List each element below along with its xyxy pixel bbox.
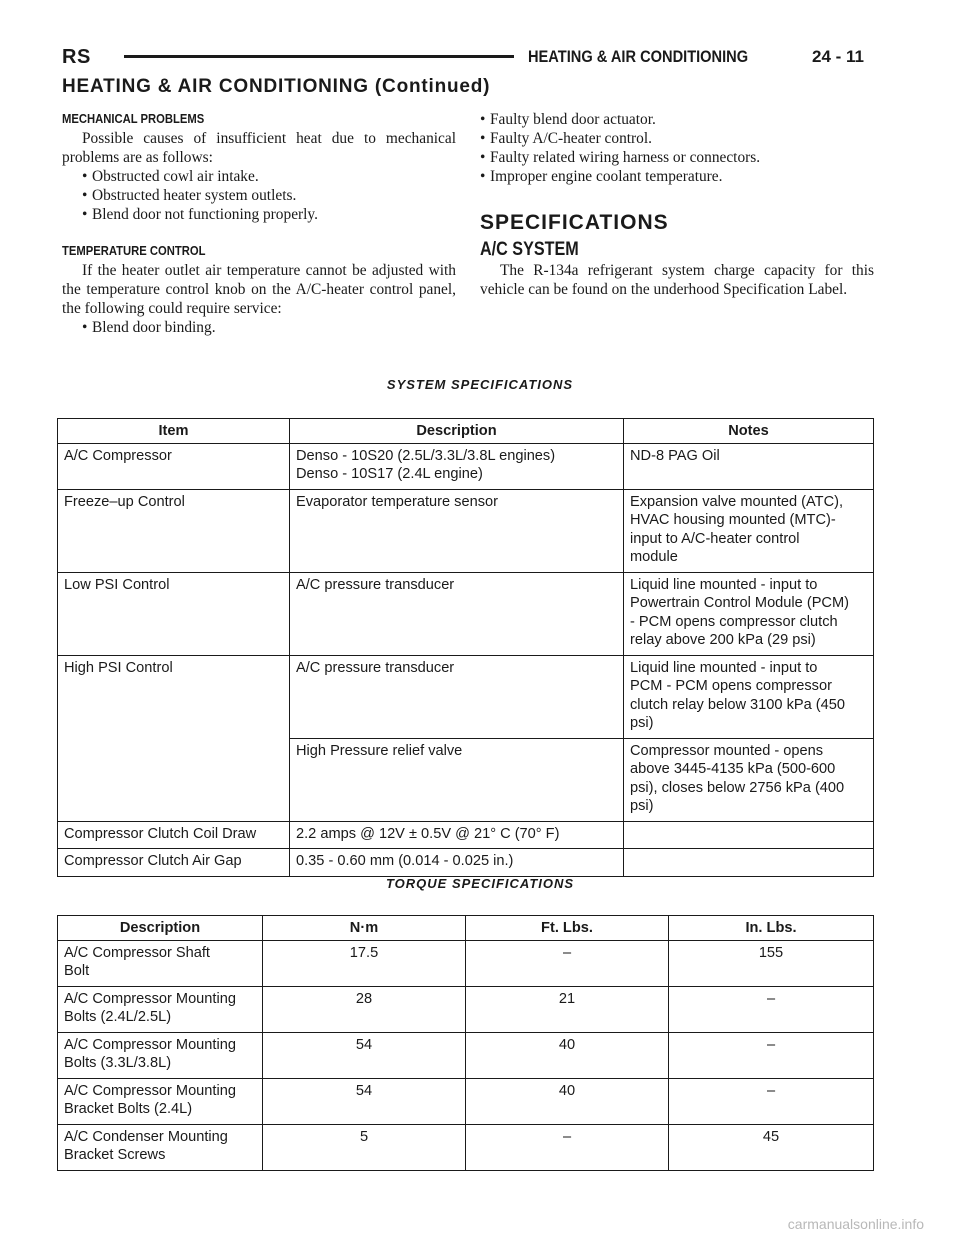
- list-item: [82, 167, 456, 186]
- description-cell-line: A/C Compressor Mounting: [64, 990, 236, 1007]
- column-header-nm: N·m: [263, 916, 466, 941]
- page-number: 24 - 11: [812, 47, 864, 66]
- table-row: [58, 1078, 874, 1124]
- system-specifications-caption: SYSTEM SPECIFICATIONS: [386, 377, 574, 392]
- notes-cell: [624, 821, 874, 849]
- description-cell-line: A/C Compressor Mounting: [64, 1082, 236, 1099]
- watermark: carmanualsonline.info: [787, 1216, 924, 1232]
- notes-cell: [624, 738, 874, 821]
- item-cell: Freeze–up Control: [58, 489, 290, 572]
- notes-cell-line: module: [630, 549, 678, 565]
- nm-cell: 28: [263, 986, 466, 1032]
- column-header-ft-lbs: Ft. Lbs.: [466, 916, 669, 941]
- nm-cell: 5: [263, 1124, 466, 1170]
- column-header-description: Description: [58, 916, 263, 941]
- notes-cell-line: psi): [630, 715, 654, 731]
- section-code: RS: [62, 46, 91, 68]
- nm-cell: 54: [263, 1032, 466, 1078]
- table-row: [58, 572, 874, 655]
- list-item-text: Blend door not functioning properly.: [92, 206, 318, 223]
- ft-lbs-cell: –: [466, 1124, 669, 1170]
- table-row: [58, 489, 874, 572]
- bullet-glyph: •: [480, 168, 486, 185]
- list-item: [480, 148, 874, 167]
- description-cell-line: Bolts (2.4L/2.5L): [64, 1009, 172, 1025]
- list-item-text: Faulty related wiring harness or connectors.: [490, 149, 761, 166]
- temperature-control-intro: If the heater outlet air temperature cannot be adjusted with the temperature control knob on the A/C-heater control panel, the following could require service:: [62, 262, 456, 317]
- in-lbs-cell: –: [669, 1078, 874, 1124]
- mechanical-problems-heading: MECHANICAL PROBLEMS: [62, 112, 205, 126]
- list-item: [480, 110, 874, 129]
- notes-cell: [624, 443, 874, 489]
- mechanical-problems-list: [62, 167, 456, 224]
- notes-cell-line: ND-8 PAG Oil: [630, 447, 720, 464]
- continued-title: HEATING & AIR CONDITIONING (Continued): [62, 76, 491, 97]
- list-item-text: Faulty blend door actuator.: [490, 111, 656, 128]
- description-cell-line: A/C pressure transducer: [296, 659, 455, 676]
- notes-cell-line: input to A/C-heater control: [630, 530, 800, 547]
- nm-cell: 17.5: [263, 940, 466, 986]
- notes-cell: [624, 572, 874, 655]
- description-cell: [290, 572, 624, 655]
- description-cell-line: Bracket Bolts (2.4L): [64, 1101, 193, 1117]
- table-row: [58, 986, 874, 1032]
- notes-cell-line: Liquid line mounted - input to: [630, 576, 818, 593]
- description-cell: [290, 849, 624, 877]
- description-cell: [290, 738, 624, 821]
- ft-lbs-cell: 21: [466, 986, 669, 1032]
- ft-lbs-cell: –: [466, 940, 669, 986]
- description-cell-line: Denso - 10S20 (2.5L/3.3L/3.8L engines): [296, 447, 556, 464]
- description-cell: [58, 1124, 263, 1170]
- description-cell-line: Evaporator temperature sensor: [296, 493, 498, 510]
- description-cell-line: A/C Compressor Mounting: [64, 1036, 236, 1053]
- left-column: [62, 110, 456, 337]
- notes-cell-line: PCM - PCM opens compressor: [630, 678, 832, 694]
- column-header-description: Description: [290, 419, 624, 444]
- item-cell: A/C Compressor: [58, 443, 290, 489]
- temperature-control-heading: TEMPERATURE CONTROL: [62, 244, 206, 258]
- notes-cell-line: clutch relay below 3100 kPa (450: [630, 696, 845, 713]
- list-item: [82, 318, 456, 337]
- table-row: [58, 655, 874, 738]
- description-cell: [58, 1032, 263, 1078]
- notes-cell-line: Liquid line mounted - input to: [630, 659, 818, 676]
- bullet-glyph: •: [480, 130, 486, 147]
- in-lbs-cell: 45: [669, 1124, 874, 1170]
- description-cell-line: 0.35 - 0.60 mm (0.014 - 0.025 in.): [296, 853, 514, 869]
- list-item-text: Obstructed cowl air intake.: [92, 168, 259, 185]
- ac-system-text: The R-134a refrigerant system charge capacity for this vehicle can be found on the underhood Specification Label.: [480, 262, 874, 298]
- notes-cell-line: psi), closes below 2756 kPa (400: [630, 779, 845, 796]
- description-cell-line: A/C Condenser Mounting: [64, 1128, 228, 1145]
- temperature-control-list: [62, 318, 456, 337]
- table-row: [58, 443, 874, 489]
- list-item: [82, 205, 456, 224]
- bullet-glyph: •: [82, 168, 88, 185]
- list-item-text: Blend door binding.: [92, 319, 216, 336]
- description-cell-line: A/C Compressor Shaft: [64, 944, 210, 961]
- table-header-row: [58, 916, 874, 941]
- ft-lbs-cell: 40: [466, 1032, 669, 1078]
- notes-cell: [624, 655, 874, 738]
- description-cell-line: Bracket Screws: [64, 1147, 166, 1163]
- table-row: [58, 821, 874, 849]
- torque-specifications-caption: TORQUE SPECIFICATIONS: [385, 876, 575, 891]
- description-cell-line: Bolts (3.3L/3.8L): [64, 1055, 172, 1071]
- header-rule: [124, 55, 514, 58]
- notes-cell-line: above 3445-4135 kPa (500-600: [630, 761, 836, 777]
- bullet-glyph: •: [82, 206, 88, 223]
- system-specifications-table: [57, 418, 874, 877]
- notes-cell-line: Powertrain Control Module (PCM): [630, 595, 849, 611]
- item-cell: Compressor Clutch Coil Draw: [58, 821, 290, 849]
- description-cell: [290, 821, 624, 849]
- item-cell: Low PSI Control: [58, 572, 290, 655]
- torque-specifications-table: [57, 915, 874, 1171]
- table-header-row: [58, 419, 874, 444]
- description-cell: [290, 443, 624, 489]
- nm-cell: 54: [263, 1078, 466, 1124]
- list-item-text: Faulty A/C-heater control.: [490, 130, 652, 147]
- ft-lbs-cell: 40: [466, 1078, 669, 1124]
- right-column: [480, 110, 874, 299]
- notes-cell-line: psi): [630, 798, 654, 814]
- ac-system-heading: A/C SYSTEM: [480, 239, 579, 260]
- list-item: [82, 186, 456, 205]
- notes-cell: [624, 489, 874, 572]
- description-cell: [58, 986, 263, 1032]
- column-header-item: Item: [58, 419, 290, 444]
- notes-cell-line: relay above 200 kPa (29 psi): [630, 632, 816, 648]
- table-row: [58, 1032, 874, 1078]
- table-row: [58, 940, 874, 986]
- notes-cell-line: [630, 852, 867, 871]
- notes-cell-line: Compressor mounted - opens: [630, 742, 824, 759]
- notes-cell-line: - PCM opens compressor clutch: [630, 613, 838, 630]
- notes-cell-line: Expansion valve mounted (ATC),: [630, 493, 844, 510]
- item-cell: Compressor Clutch Air Gap: [58, 849, 290, 877]
- column-header-notes: Notes: [624, 419, 874, 444]
- description-cell-line: Bolt: [64, 963, 90, 979]
- bullet-glyph: •: [82, 319, 88, 336]
- bullet-glyph: •: [82, 187, 88, 204]
- bullet-glyph: •: [480, 149, 486, 166]
- bullet-glyph: •: [480, 111, 486, 128]
- description-cell-line: A/C pressure transducer: [296, 576, 455, 593]
- in-lbs-cell: 155: [669, 940, 874, 986]
- description-cell-line: High Pressure relief valve: [296, 742, 463, 759]
- table-row: [58, 849, 874, 877]
- description-cell: [58, 1078, 263, 1124]
- list-item: [480, 129, 874, 148]
- list-item-text: Obstructed heater system outlets.: [92, 187, 297, 204]
- in-lbs-cell: –: [669, 986, 874, 1032]
- specifications-heading: SPECIFICATIONS: [480, 211, 669, 234]
- column-header-in-lbs: In. Lbs.: [669, 916, 874, 941]
- table-row: [58, 1124, 874, 1170]
- list-item: [480, 167, 874, 186]
- in-lbs-cell: –: [669, 1032, 874, 1078]
- description-cell: [58, 940, 263, 986]
- description-cell: [290, 489, 624, 572]
- temperature-control-list-continued: [480, 110, 874, 186]
- description-cell-line: Denso - 10S17 (2.4L engine): [296, 466, 483, 482]
- notes-cell: [624, 849, 874, 877]
- list-item-text: Improper engine coolant temperature.: [490, 168, 723, 185]
- notes-cell-line: [630, 825, 867, 844]
- notes-cell-line: HVAC housing mounted (MTC)-: [630, 512, 836, 528]
- description-cell: [290, 655, 624, 738]
- description-cell-line: 2.2 amps @ 12V ± 0.5V @ 21° C (70° F): [296, 825, 560, 842]
- header-title: HEATING & AIR CONDITIONING: [528, 47, 749, 66]
- item-cell: High PSI Control: [58, 655, 290, 821]
- mechanical-problems-intro: Possible causes of insufficient heat due to mechanical problems are as follows:: [62, 130, 456, 166]
